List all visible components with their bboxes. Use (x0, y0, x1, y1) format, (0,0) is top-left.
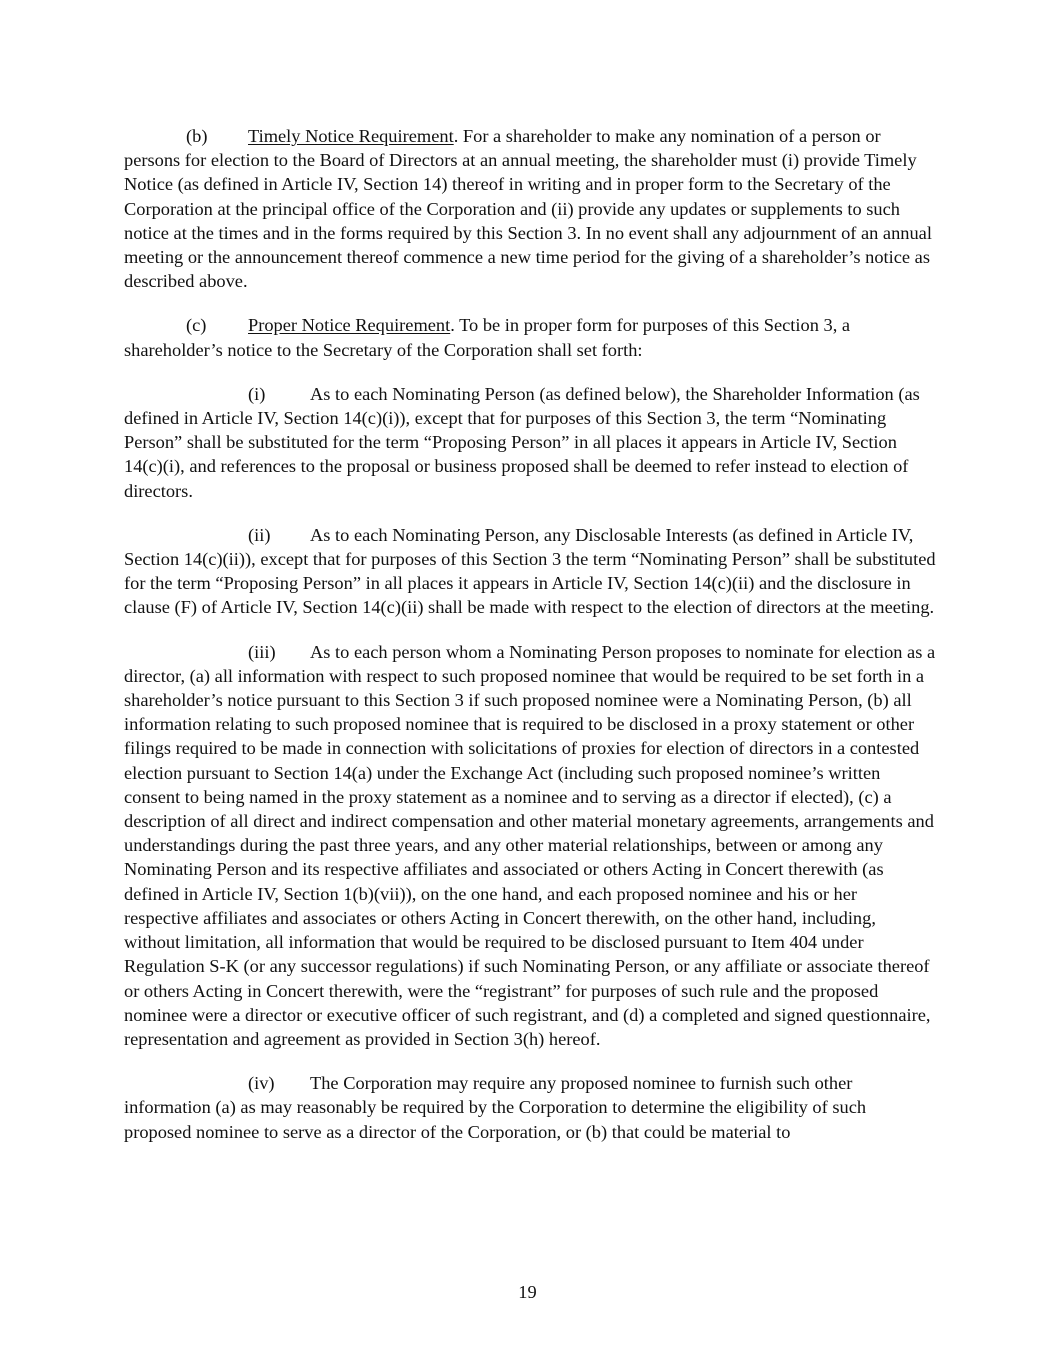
paragraph-c-i (124, 382, 936, 503)
heading-punctuation: . (453, 126, 459, 146)
paragraph-text: The Corporation may require any proposed nominee to furnish such other information (a) as may reasonably be required by the Corporation to determine the eligibility of such proposed nominee to serve as a director of the Corporation, or (b) that could be material to (124, 1073, 867, 1142)
paragraph-text: For a shareholder to make any nomination of a person or persons for election to the Board of Directors at an annual meeting, the shareholder must (i) provide Timely Notice (as defined in Article IV, Section 14) thereof in writing and in proper form to the Secretary of the Corporation at the principal office of the Corporation and (ii) provide any updates or supplements to such notice at the times and in the forms required by this Section 3. In no event shall any adjournment of an annual meeting or the announcement thereof commence a new time period for the giving of a shareholder’s notice as described above. (124, 126, 932, 292)
heading-punctuation: . (450, 315, 455, 336)
paragraph-label: (ii) (248, 524, 271, 545)
paragraph-b (124, 124, 936, 293)
paragraph-c-iv (124, 1071, 936, 1144)
paragraph-label: (iv) (248, 1073, 275, 1094)
paragraph-text: To be in proper form for purposes of this Section 3, a shareholder’s notice to the Secretary of the Corporation shall set forth: (124, 315, 851, 360)
paragraph-text: As to each Nominating Person (as defined below), the Shareholder Information (as defined in Article IV, Section 14(c)(i)), except that for purposes of this Section 3, the term “Nominating Person” shall be substituted for the term “Proposing Person” in all places it appears in Article IV, Section 14(c)(i), and references to the proposal or business proposed shall be deemed to refer instead to election of directors. (124, 383, 920, 501)
paragraph-label: (c) (186, 315, 207, 336)
paragraph-label: (i) (248, 383, 266, 404)
paragraph-c-ii (124, 523, 936, 620)
document-body (124, 124, 936, 1164)
paragraph-c-iii (124, 640, 936, 1051)
paragraph-text: As to each Nominating Person, any Disclosable Interests (as defined in Article IV, Section 14(c)(ii)), except that for purposes of this Section 3 the term “Nominating Person” shall be substituted for the term “Proposing Person” in all places it appears in Article IV, Section 14(c)(ii) and the disclosure in clause (F) of Article IV, Section 14(c)(ii) shall be made with respect to the election of directors at the meeting. (124, 524, 936, 618)
paragraph-label: (iii) (248, 641, 276, 662)
paragraph-c (124, 313, 936, 361)
paragraph-text: As to each person whom a Nominating Person proposes to nominate for election as a director, (a) all information with respect to such proposed nominee that would be required to be set forth in a shareholder’s notice pursuant to this Section 3 if such proposed nominee were a Nominating Person, (b) all information relating to such proposed nominee that is required to be disclosed in a proxy statement or other filings required to be made in connection with solicitations of proxies for election of directors in a contested election pursuant to Section 14(a) under the Exchange Act (including such proposed nominee’s written consent to being named in the proxy statement as a nominee and to serving as a director if elected), (c) a description of all direct and indirect compensation and other material monetary agreements, arrangements and understandings during the past three years, and any other material relationships, between or among any Nominating Person and its respective affiliates and associated or others Acting in Concert therewith (as defined in Article IV, Section 1(b)(vii)), on the one hand, and each proposed nominee and his or her respective affiliates and associates or others Acting in Concert therewith, on the other hand, including, without limitation, all information that would be required to be disclosed pursuant to Item 404 under Regulation S-K (or any successor regulations) if such Nominating Person, or any affiliate or associate thereof or others Acting in Concert therewith, were the “registrant” for purposes of such rule and the proposed nominee were a director or executive officer of such registrant, and (d) a completed and signed questionnaire, representation and agreement as provided in Section 3(h) hereof. (124, 641, 936, 1049)
paragraph-heading: Proper Notice Requirement (248, 315, 451, 336)
page-number: 19 (518, 1282, 537, 1302)
paragraph-heading: Timely Notice Requirement (248, 126, 454, 146)
paragraph-label: (b) (186, 126, 208, 146)
